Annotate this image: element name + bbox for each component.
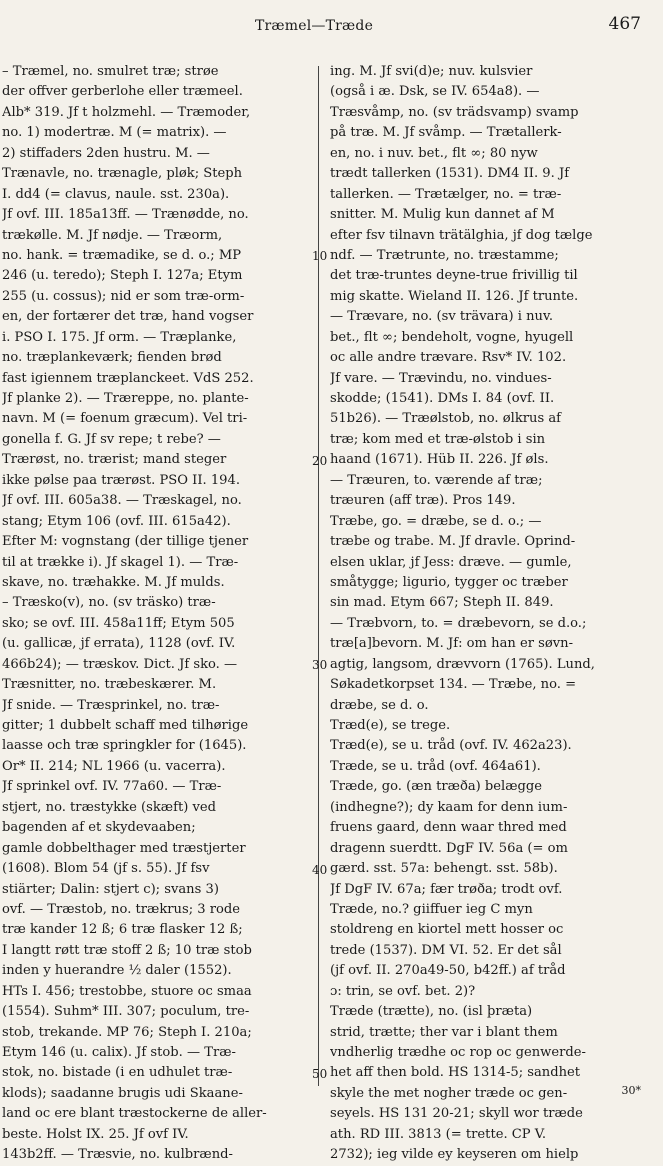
text-line: sko; se ovf. III. 458a11ff; Etym 505 <box>2 615 235 631</box>
text-line: Jf vare. — Trævindu, no. vindues- <box>330 370 552 386</box>
text-line: gamle dobbelthager med træstjerter <box>2 840 246 856</box>
text-line: laasse och træ springkler for (1645). <box>2 738 247 754</box>
text-line: 143b2ff. — Træsvie, no. kulbrænd- <box>2 1147 233 1163</box>
text-line: stoldreng en kiortel mett hosser oc <box>330 922 564 938</box>
text-line: Træbe, go. = dræbe, se d. o.; — <box>330 513 542 529</box>
text-line: Jf planke 2). — Træreppe, no. plante- <box>2 391 249 406</box>
text-line: ovf. — Træstob, no. trækrus; 3 rode <box>2 901 241 917</box>
text-line: der offver gerberlohe eller træmeel. <box>2 84 243 100</box>
text-line: til at trække i). Jf skagel 1). — Træ- <box>2 554 239 570</box>
text-line: træ kander 12 ß; 6 træ flasker 12 ß; <box>2 922 243 938</box>
text-line: stang; Etym 106 (ovf. III. 615a42). <box>2 513 231 529</box>
text-line: ikke pølse paa trærøst. PSO II. 194. <box>2 472 240 488</box>
text-line: Jf DgF IV. 67a; fær trøða; trodt ovf. <box>330 881 563 897</box>
text-line: (1554). Suhm* III. 307; poculum, tre- <box>2 1004 250 1020</box>
text-line: i. PSO I. 175. Jf orm. — Træplanke, <box>2 329 237 345</box>
text-line: trede (1537). DM VI. 52. Er det sål <box>330 942 562 958</box>
text-line: haand (1671). Hüb II. 226. Jf øls. <box>330 452 549 468</box>
text-line: no. hank. = træmadike, se d. o.; MP <box>2 247 242 263</box>
text-line: vndherlig trædhe oc rop oc genwerde- <box>330 1045 586 1060</box>
text-line: dræbe, se d. o. <box>330 697 429 713</box>
text-line: 51b26). — Træølstob, no. ølkrus af <box>330 411 561 427</box>
text-line: mig skatte. Wieland II. 126. Jf trunte. <box>330 288 579 304</box>
text-line: stob, trekande. MP 76; Steph I. 210a; <box>2 1024 252 1040</box>
text-line: ndf. — Trætrunte, no. træstamme; <box>330 247 559 263</box>
text-line: no. 1) modertræ. M (= matrix). — <box>2 125 227 141</box>
text-line: – Træsko(v), no. (sv träsko) træ- <box>2 595 216 611</box>
text-line: no. træplankeværk; fienden brød <box>2 350 222 366</box>
text-line: Or* II. 214; NL 1966 (u. vacerra). <box>2 758 226 774</box>
text-line: Jf ovf. III. 185a13ff. — Trænødde, no. <box>2 207 249 223</box>
page-header <box>0 14 663 38</box>
text-line: I langtt røtt træ stoff 2 ß; 10 træ stob <box>2 942 252 958</box>
text-line: HTs I. 456; trestobbe, stuore oc smaa <box>2 983 252 999</box>
text-line: fast igiennem træplanckeet. VdS 252. <box>2 370 254 386</box>
text-line: træuren (aff træ). Pros 149. <box>330 493 516 509</box>
text-line: træbe og trabe. M. Jf dravle. Oprind- <box>330 534 576 550</box>
text-line: fruens gaard, denn waar thred med <box>330 820 567 836</box>
text-line: Etym 146 (u. calix). Jf stob. — Træ- <box>2 1045 236 1060</box>
text-line: (u. gallicæ, jf errata), 1128 (ovf. IV. <box>2 636 236 652</box>
text-line: ing. M. Jf svi(d)e; nuv. kulsvier <box>330 64 533 79</box>
text-line: seyels. HS 131 20-21; skyll wor træde <box>330 1106 583 1122</box>
text-line: trædt tallerken (1531). DM4 II. 9. Jf <box>330 166 570 182</box>
text-line: strid, trætte; ther var i blant them <box>330 1024 558 1040</box>
text-line: oc alle andre trævare. Rsv* IV. 102. <box>330 350 567 366</box>
text-line: Træd(e), se trege. <box>330 718 451 733</box>
text-line: en, no. i nuv. bet., flt ∞; 80 nyw <box>330 145 538 161</box>
text-line: (også i æ. Dsk, se IV. 654a8). — <box>330 84 540 100</box>
running-head: Træmel—Træde <box>255 18 374 34</box>
text-line: snitter. M. Mulig kun dannet af M <box>330 207 555 223</box>
text-line: ɔ: trin, se ovf. bet. 2)? <box>330 983 476 999</box>
text-line: skave, no. træhakke. M. Jf mulds. <box>2 574 225 590</box>
text-line: sin mad. Etym 667; Steph II. 849. <box>330 595 554 611</box>
text-line: 466b24); — træskov. Dict. Jf sko. — <box>2 656 238 672</box>
text-line: Trænavle, no. trænagle, pløk; Steph <box>2 166 243 182</box>
text-line: dragenn suerdtt. DgF IV. 56a (= om <box>330 840 568 856</box>
text-line: agtig, langsom, drævvorn (1765). Lund, <box>330 656 595 672</box>
text-line: 255 (u. cossus); nid er som træ-orm- <box>2 288 245 304</box>
text-line: Træde (trætte), no. (isl þræta) <box>330 1004 533 1020</box>
text-line: 246 (u. teredo); Steph I. 127a; Etym <box>2 268 243 284</box>
right-column <box>330 62 645 1166</box>
signature-mark: 30* <box>621 1084 641 1097</box>
text-line: elsen uklar, jf Jess: dræve. — gumle, <box>330 554 572 570</box>
text-line: (jf ovf. II. 270a49-50, b42ff.) af tråd <box>330 963 566 979</box>
text-line: stjert, no. træstykke (skæft) ved <box>2 799 217 815</box>
text-line: Træsnitter, no. træbeskærer. M. <box>2 677 217 693</box>
page-number: 467 <box>608 14 641 34</box>
text-line: Træde, se u. tråd (ovf. 464a61). <box>330 758 541 774</box>
text-line: stiärter; Dalin: stjert c); svans 3) <box>2 881 219 897</box>
text-line: land oc ere blant træstockerne de aller- <box>2 1106 267 1122</box>
line-number: 50 <box>312 1067 328 1082</box>
text-line: gærd. sst. 57a: behengt. sst. 58b). <box>330 861 558 877</box>
text-line: Træsvåmp, no. (sv trädsvamp) svamp <box>330 104 579 120</box>
text-line: bagenden af et skydevaaben; <box>2 820 196 836</box>
text-line: gitter; 1 dubbelt schaff med tilhørige <box>2 718 249 733</box>
text-line: — Træbvorn, to. = dræbevorn, se d.o.; <box>330 615 587 631</box>
text-line: skodde; (1541). DMs I. 84 (ovf. II. <box>330 391 555 406</box>
text-line: — Træuren, to. værende af træ; <box>330 472 543 488</box>
line-number: 20 <box>312 453 328 468</box>
text-line: stok, no. bistade (i en udhulet træ- <box>2 1065 233 1081</box>
line-number: 40 <box>312 862 328 877</box>
column-divider <box>318 66 319 1086</box>
text-line: 2732); ieg vilde ey keyseren om hielp <box>330 1147 579 1163</box>
text-line: — Trævare, no. (sv trävara) i nuv. <box>330 309 553 325</box>
text-line: navn. M (= foenum græcum). Vel tri- <box>2 411 248 427</box>
text-line: (indhegne?); dy kaam for denn ium- <box>330 799 568 815</box>
text-line: beste. Holst IX. 25. Jf ovf IV. <box>2 1126 189 1142</box>
text-line: skyle the met nogher træde oc gen- <box>330 1085 568 1101</box>
text-line: Jf sprinkel ovf. IV. 77a60. — Træ- <box>2 779 222 795</box>
line-number: 30 <box>312 658 328 673</box>
text-line: det træ-truntes deyne-true frivillig til <box>330 268 578 284</box>
text-line: Jf ovf. III. 605a38. — Træskagel, no. <box>2 493 242 509</box>
text-line: Søkadetkorpset 134. — Træbe, no. = <box>330 677 577 693</box>
line-number: 10 <box>312 249 328 264</box>
text-line: gonella f. G. Jf sv repe; t rebe? — <box>2 431 221 447</box>
text-line: på træ. M. Jf svåmp. — Trætallerk- <box>330 125 562 141</box>
text-line: bet., flt ∞; bendeholt, vogne, hyugell <box>330 329 574 345</box>
text-line: efter fsv tilnavn trätälghia, jf dog tælge <box>330 227 593 243</box>
text-line: I. dd4 (= clavus, naule. sst. 230a). <box>2 186 230 202</box>
text-line: Træde, no.? giiffuer ieg C myn <box>330 901 533 917</box>
text-line: Alb* 319. Jf t holzmehl. — Træmoder, <box>2 104 251 120</box>
text-line: trækølle. M. Jf nødje. — Træorm, <box>2 227 223 243</box>
text-line: en, der fortærer det træ, hand vogser <box>2 309 254 325</box>
text-line: småtygge; ligurio, tygger oc træber <box>330 574 568 590</box>
text-line: – Træmel, no. smulret træ; strøe <box>2 64 219 79</box>
text-line: træ[a]bevorn. M. Jf: om han er søvn- <box>330 636 574 652</box>
left-column <box>2 62 310 1166</box>
text-line: 2) stiffaders 2den hustru. M. — <box>2 145 210 161</box>
text-line: (1608). Blom 54 (jf s. 55). Jf fsv <box>2 861 210 877</box>
text-line: ath. RD III. 3813 (= trette. CP V. <box>330 1126 547 1142</box>
text-line: Jf snide. — Træsprinkel, no. træ- <box>2 697 220 713</box>
text-line: het aff then bold. HS 1314-5; sandhet <box>330 1065 581 1081</box>
text-line: Træde, go. (æn træða) belægge <box>330 779 543 795</box>
text-line: tallerken. — Trætælger, no. = træ- <box>330 186 562 202</box>
text-line: Efter M: vognstang (der tillige tjener <box>2 534 249 550</box>
text-line: Trærøst, no. trærist; mand steger <box>2 452 227 468</box>
text-line: træ; kom med et træ-ølstob i sin <box>330 431 546 447</box>
text-line: klods); saadanne brugis udi Skaane- <box>2 1085 243 1101</box>
text-line: Træd(e), se u. tråd (ovf. IV. 462a23). <box>330 738 572 754</box>
text-line: inden y huerandre ½ daler (1552). <box>2 963 232 979</box>
